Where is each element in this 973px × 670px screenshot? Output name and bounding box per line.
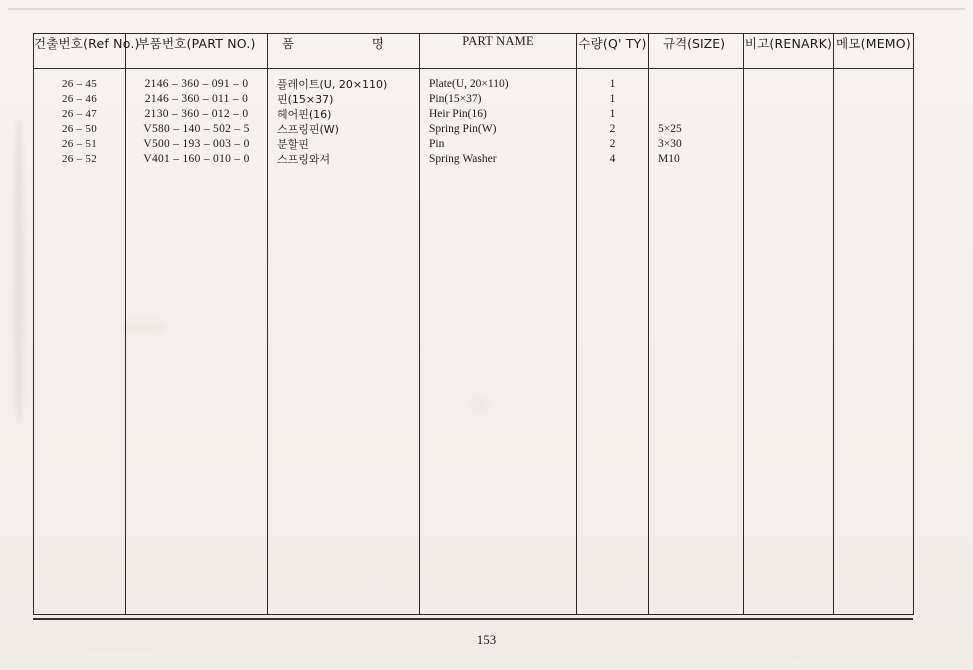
size-list (649, 77, 743, 167)
list-item (649, 77, 743, 92)
list-item (834, 77, 913, 92)
column-header-korean-name (268, 34, 420, 69)
page-bottom-rule (33, 618, 913, 620)
list-item: 스프링핀(W) (277, 123, 339, 136)
list-item (834, 107, 913, 122)
list-item: 2 (609, 123, 616, 135)
list-item: 1 (609, 78, 616, 90)
list-item: 26 – 47 (61, 108, 98, 120)
list-item (834, 152, 913, 167)
list-item (834, 137, 913, 152)
column-header-memo-label: 메모(MEMO) (836, 36, 911, 51)
header-row (34, 34, 914, 69)
parts-table-container (33, 33, 913, 615)
column-header-korean-name-label-left: 품 (282, 36, 295, 51)
list-item (649, 107, 743, 122)
list-item: 2146 – 360 – 011 – 0 (144, 93, 249, 105)
part-no-list (126, 77, 267, 167)
scan-edge-smudge (14, 120, 24, 420)
memo-list (834, 77, 913, 167)
list-item (649, 92, 743, 107)
cell-size-column (649, 69, 744, 615)
column-header-part-no (126, 34, 268, 69)
column-header-ref-no-label: 건출번호(Ref No.) (34, 36, 140, 51)
list-item: 5×25 (658, 123, 682, 135)
column-header-part-name-label: PART NAME (462, 34, 534, 48)
list-item (834, 122, 913, 137)
list-item: 분할핀 (277, 138, 309, 151)
cell-korean-name-column (268, 69, 420, 615)
quantity-list (577, 77, 648, 167)
remark-list (744, 77, 833, 167)
list-item: 3×30 (658, 138, 682, 150)
list-item: 4 (609, 153, 616, 165)
list-item: V401 – 160 – 010 – 0 (143, 153, 250, 165)
list-item (744, 137, 833, 152)
cell-part-no-column (126, 69, 268, 615)
list-item: 헤어핀(16) (277, 108, 332, 121)
table-row (34, 69, 914, 615)
column-header-remark-label: 비고(RENARK) (744, 36, 833, 51)
cell-ref-no-column (34, 69, 126, 615)
korean-name-list (268, 77, 419, 167)
column-header-size-label-right: 격(SIZE) (675, 36, 725, 51)
column-header-size-label-left: 규 (663, 36, 676, 51)
part-name-list (420, 77, 576, 167)
list-item: 2 (609, 138, 616, 150)
column-header-remark (744, 34, 834, 69)
list-item (744, 152, 833, 167)
list-item: Heir Pin(16) (429, 108, 487, 120)
list-item: 핀(15×37) (277, 93, 334, 106)
list-item: Plate(U, 20×110) (429, 78, 509, 90)
column-header-size (649, 34, 744, 69)
page-top-edge (8, 8, 965, 10)
list-item: 2146 – 360 – 091 – 0 (144, 78, 249, 90)
list-item (834, 92, 913, 107)
list-item (744, 122, 833, 137)
ref-no-list (34, 77, 125, 167)
list-item: 26 – 45 (61, 78, 98, 90)
list-item: 26 – 50 (61, 123, 98, 135)
parts-table (33, 33, 914, 615)
list-item: M10 (658, 153, 680, 165)
list-item: 26 – 52 (61, 153, 98, 165)
column-header-part-name (420, 34, 577, 69)
list-item: 1 (609, 108, 616, 120)
column-header-memo (834, 34, 914, 69)
column-header-korean-name-label-right: 명 (371, 36, 384, 51)
list-item: Pin (429, 138, 445, 150)
list-item: Spring Washer (429, 153, 497, 165)
parts-table-header (34, 34, 914, 69)
list-item: 스프링와셔 (277, 153, 331, 166)
column-header-part-no-label: 부품번호(PART NO.) (137, 36, 256, 51)
column-header-quantity (577, 34, 649, 69)
scan-blotch (700, 648, 860, 657)
parts-table-body (34, 69, 914, 615)
column-header-quantity-label: 수량(Q' TY) (578, 36, 647, 51)
list-item: 26 – 51 (61, 138, 98, 150)
list-item: 2130 – 360 – 012 – 0 (144, 108, 249, 120)
list-item: 26 – 46 (61, 93, 98, 105)
cell-remark-column (744, 69, 834, 615)
list-item (744, 92, 833, 107)
list-item: Spring Pin(W) (429, 123, 497, 135)
column-header-ref-no (34, 34, 140, 69)
cell-quantity-column (577, 69, 649, 615)
list-item: V580 – 140 – 502 – 5 (143, 123, 250, 135)
list-item (744, 77, 833, 92)
page-number: 153 (476, 632, 497, 647)
list-item: 1 (609, 93, 616, 105)
list-item: Pin(15×37) (429, 93, 482, 105)
list-item: 플레이트(U, 20×110) (277, 78, 388, 91)
cell-memo-column (834, 69, 914, 615)
cell-part-name-column (420, 69, 577, 615)
list-item (744, 107, 833, 122)
list-item: V500 – 193 – 003 – 0 (143, 138, 250, 150)
